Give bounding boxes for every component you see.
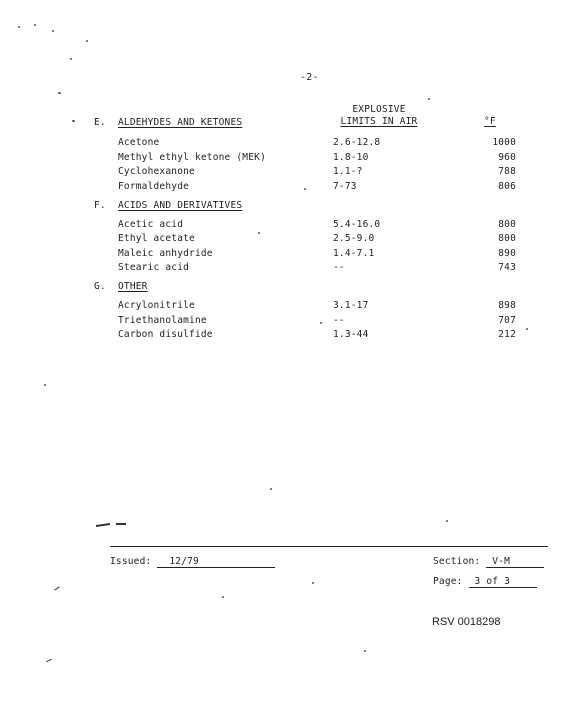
scan-smudge	[46, 659, 52, 662]
scan-speck	[312, 582, 314, 584]
explosive-limits: --	[333, 315, 345, 326]
explosive-header-line1: EXPLOSIVE	[352, 104, 406, 115]
temperature-value: 800	[498, 219, 516, 230]
temperature-value: 707	[498, 315, 516, 326]
scan-speck	[70, 58, 72, 60]
explosive-limits: 1.4-7.1	[333, 248, 375, 259]
scan-speck	[18, 26, 20, 28]
section-label: Section:	[433, 556, 481, 567]
explosive-limits-header	[338, 104, 420, 128]
bates-number: RSV 0018298	[432, 616, 501, 628]
section-letter: G.	[94, 281, 106, 292]
chemical-name: Methyl ethyl ketone (MEK)	[118, 152, 266, 163]
scan-speck	[428, 98, 430, 100]
explosive-limits: 5.4-16.0	[333, 219, 381, 230]
chemical-name: Formaldehyde	[118, 181, 190, 192]
temperature-header: °F	[484, 116, 496, 127]
section-title: ALDEHYDES AND KETONES	[118, 117, 243, 128]
explosive-limits: 2.6-12.8	[333, 137, 381, 148]
temperature-value: 806	[498, 181, 516, 192]
explosive-limits: 1.8-10	[333, 152, 369, 163]
chemical-name: Cyclohexanone	[118, 166, 195, 177]
temperature-value: 960	[498, 152, 516, 163]
temperature-value: 890	[498, 248, 516, 259]
scan-speck	[258, 232, 260, 234]
section-value: V-M	[486, 556, 544, 568]
section-field	[433, 556, 544, 568]
section-title: ACIDS AND DERIVATIVES	[118, 200, 243, 211]
page-value: 3 of 3	[469, 576, 537, 588]
explosive-limits: 3.1-17	[333, 300, 369, 311]
section-title: OTHER	[118, 281, 148, 292]
chemical-name: Ethyl acetate	[118, 233, 195, 244]
explosive-limits: 2.5-9.0	[333, 233, 375, 244]
explosive-header-line2: LIMITS IN AIR	[340, 116, 418, 127]
scan-speck	[526, 328, 528, 330]
temperature-value: 788	[498, 166, 516, 177]
explosive-limits: 7-73	[333, 181, 357, 192]
explosive-limits: 1.1-?	[333, 166, 363, 177]
chemical-name: Triethanolamine	[118, 315, 207, 326]
issued-label: Issued:	[110, 556, 152, 567]
section-letter: F.	[94, 200, 106, 211]
chemical-name: Maleic anhydride	[118, 248, 213, 259]
temperature-value: 800	[498, 233, 516, 244]
explosive-limits: --	[333, 262, 345, 273]
scan-smudge	[116, 523, 126, 525]
issued-field	[110, 556, 275, 568]
explosive-limits: 1.3-44	[333, 329, 369, 340]
scan-speck	[270, 488, 272, 490]
page-field	[433, 576, 537, 588]
temperature-value: 212	[498, 329, 516, 340]
page-number: -2-	[300, 72, 319, 83]
temperature-value: 1000	[492, 137, 516, 148]
issued-value: 12/79	[157, 556, 275, 568]
chemical-name: Acrylonitrile	[118, 300, 195, 311]
scan-speck	[304, 188, 306, 190]
scan-speck	[320, 322, 322, 324]
scan-speck	[72, 120, 75, 122]
footer-divider	[110, 546, 548, 547]
scan-speck	[86, 40, 88, 42]
scan-speck	[34, 24, 36, 26]
scan-speck	[222, 596, 224, 598]
scan-speck	[44, 384, 46, 386]
chemical-name: Carbon disulfide	[118, 329, 213, 340]
page-label: Page:	[433, 576, 463, 587]
chemical-name: Acetone	[118, 137, 160, 148]
chemical-name: Stearic acid	[118, 262, 190, 273]
temperature-value: 743	[498, 262, 516, 273]
scan-speck	[446, 520, 448, 522]
scan-speck	[58, 92, 61, 94]
scan-smudge	[96, 523, 110, 527]
scan-smudge	[54, 586, 59, 590]
scan-speck	[52, 30, 54, 32]
section-letter: E.	[94, 117, 106, 128]
scan-speck	[364, 650, 366, 652]
chemical-name: Acetic acid	[118, 219, 184, 230]
temperature-value: 898	[498, 300, 516, 311]
